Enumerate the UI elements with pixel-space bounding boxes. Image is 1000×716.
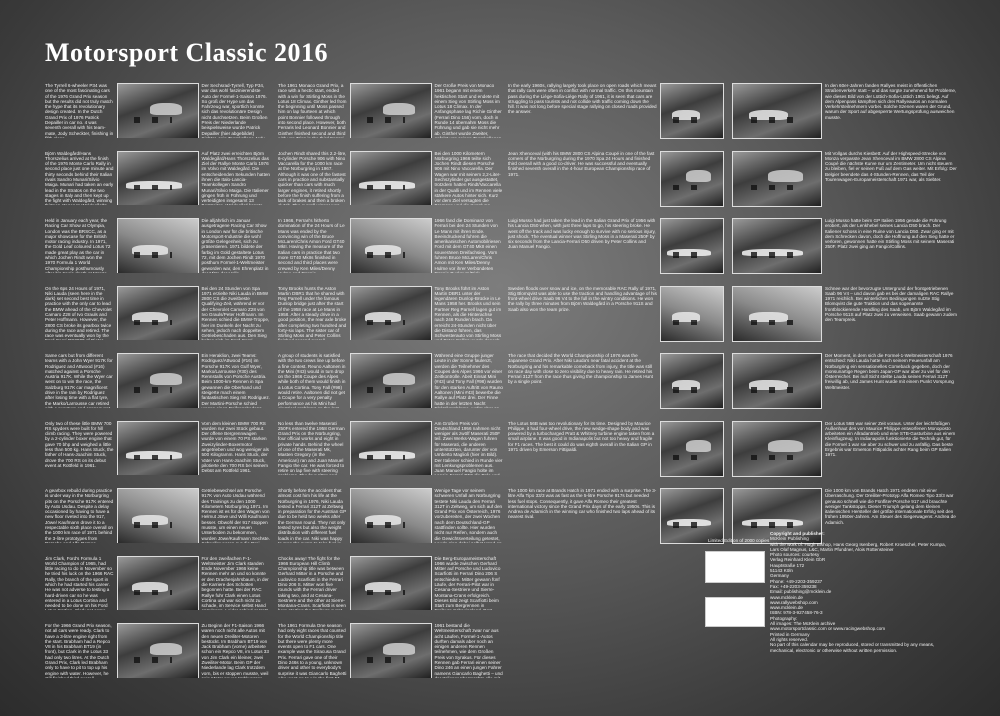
caption-en: Shortly before the accident that almost cost him his life at the Nürburgring in 1976, Niki Lauda tested a Ferrari 312T at Zeltweg in preparation for the Austrian GP due to be held two weeks after the German round. They not only tested tyres but also the weight distribution with different fuel loads in the car. Niki was happy [278, 488, 347, 541]
caption-de: 1966 fand die Dominanz von Ferrari bei den 24 Stunden von Le Mans mit ihren Ende. Beeindruckend fuhren die amerikanischen Automobilriesen Ford mit dem GT40 MkII einen souveränen Dreifachsieg. Vorn fuhren Bruce McLaren/Chris Amon mit Ken Miles/Denny Hulme vor ihrer Verbündeten [434, 218, 501, 271]
entry [45, 353, 270, 408]
entry [508, 488, 724, 543]
publisher-line: with the work of: Hugh Bishop, Hans Georg Isenberg, Robert Kroeschel, Peter Kumpa, [770, 541, 946, 547]
photo [660, 286, 724, 342]
entry-text [278, 421, 503, 476]
column-4 [732, 83, 957, 556]
photo [732, 218, 822, 274]
caption-en: The Lotus 56B was too revolutionary for its time. Designed by Maurice Philippe, it had four-wheel drive, the new wedge-shape body and was powered by a turbocharged Pratt & Whitney turbine engine taken from a small airplane. It was good in Indianapolis but not too heavy and fragile for F1 races. The best it could do was eighth overall in the Italian GP in 1971 driven by Emerson Fittipaldi. [508, 420, 655, 452]
caption-de: Der Lotus 56B war seiner Zeit voraus. Unter der leichtfüßigen Außenhaut des von Maurice Philippe entworfenen Monoposto arbeiteten ein Allradantrieb und eine STB-Gasturbine aus einem Kleinflugzeug. In Indianapolis funktionierte die Technik gut, für die Formel 1 war sie aber zu schwer und zu anfällig. Das beste Ergebnis war Emerson Fittipaldis achter Rang beim GP Italien 1971. [825, 420, 956, 458]
entry [278, 623, 503, 678]
entry [45, 488, 270, 543]
caption-en: Jim Clark, Ford's Formula 1 World Champion of 1965, had little racing to do in November so he tried his luck on the 1966 RAC Rally, the branch of the sport in which he had started his career. He was not adverse to testing a hard-driven car so he was entered in a Lotus Cortina and needed to be done on his Ford [45, 555, 114, 609]
entry-text [825, 286, 957, 341]
publisher-line: ISBN: 978-3-927458-76-3 [770, 610, 823, 616]
page-title: Motorsport Classic 2016 [45, 38, 329, 67]
entry-text [278, 353, 503, 408]
caption-en: The race that decided the World Championship of 1976 was the Japanese Grand Prix. After Niki Lauda's near fatal accident at the Nürburgring and his remarkable comeback from injury, the title was still on race day with close to zero visibility due to heavy rain. He retired his Ferrari 312T from the race thus giving the championship to James Hunt by a single point. [508, 353, 653, 385]
entry-text [508, 218, 657, 273]
publisher-line: Verlag Reinhard Klein GbR [770, 557, 826, 563]
caption-en: Björn Waldegård/Hans Thorszelius arrived at the finish of the 1976 Monte Carlo Rally in second place just one minute and thirty seconds behind their Italian rivals Sandro Munari/Silvio Maiga. Munari had taken an early lead in the Stratos on the two stages in Italy and then kept up the fight with Waldegård, winning [45, 150, 114, 204]
caption-de: Bei den 1000 Kilometern Nürburgring 1966 teilte sich Jochen Rindt diesen Porsche 906 mit Nino Vaccarella. Der Wagen war mit seinem 2,2-Liter-Sechszylinder gut ausgestattet, trotzdem hatten Rindt/Vaccarella in der Qualli und im Rennen viele stärkere Autos hinter sich. Kurz vor dem Ziel versagten die [434, 150, 503, 204]
entry-text [825, 151, 957, 206]
entry [45, 623, 270, 678]
publisher-line: Germany [770, 573, 789, 579]
caption-de: Zu Beginn der F1-Saison 1966 waren noch nicht alle Autos mit den neuen Dreiliter-Motoren bestückt. Im Brabham BT19 von Jack Brabham (vorne) arbeitete schon ein Repco V8, im Lotus 33 von Jim Clark ein kleiner, zwei Zweiliter-Motor. Beim GP der Niederlande lag Clark trotzdem vorn, bis er stoppen musste, weil [201, 623, 269, 676]
photo [117, 556, 199, 611]
photo [350, 421, 432, 476]
photo [350, 286, 432, 341]
entry [278, 218, 503, 273]
entry [732, 83, 957, 138]
entry [278, 353, 503, 408]
entry [508, 218, 724, 273]
caption-de: Wenige Tage vor seinem schweren Unfall am Nürburgring testete Niki Lauda den Ferrari 312T in Zeltweg, um sich auf den Grand Prix von Österreich, 1976 vorzubereiten, der zwei Wochen nach dem Deutschland-GP stattfinden sollte. Hier wurden nicht nur Reifen, sondern auch die Gewichtsverteilung getestet, [434, 488, 503, 541]
caption-en: Tony Brooks hunts the Aston Martin DBR1 that he shared with Reg Parnell under the famous Dunlop bridge just after the start of the 1958 race at Le Mans in 1958. After a steady drive in a good position, the rear axle broke after completing two hundred and forty-six laps. The sister car of Stirling Moss and Peter Collins [278, 285, 347, 339]
publisher-line: www.mcklein.de [770, 594, 803, 600]
entry [278, 421, 503, 476]
entry-text [508, 353, 657, 408]
photo [117, 488, 199, 543]
entry-text [45, 556, 270, 611]
caption-en: Held in January each year, the Racing Car Show at Olympia, London was the BRSCC, as a major showcase for the British motor racing industry. In 1971, the Gold Leaf coloured Lotus 72 made great play as the car in which Jochen Rindt won the 1970 Formula 1 World Championship posthumously [45, 218, 111, 271]
photo [660, 421, 724, 477]
entry-text [825, 83, 957, 138]
entry [508, 421, 724, 476]
caption-en: Chocks away! The fight for the 1966 European Hill Climb Championship title was between Gerhard Mitter in a Porsche and Ludovico Scarfiotti in the Ferrari Dino 206 S. Mitter won five rounds with the Ferrari driver taking two, and at Cesana-Sestriere and the other at Sierre-Montana-Crans. Scarfiotti is seen [278, 555, 346, 609]
photo [660, 488, 724, 544]
entry-text [45, 623, 270, 678]
caption-de: Für den zweifachen F-1-Weltmeister Jim Clark standen Ende November 1966 keine Rennen mehr an und so konnte er den Drachenjahrsbaum, in der die Karriere des Schotten begonnen hatte. Bei der RAC Rallye fuhr Clark einen Lotus Cortina und war sich nicht zu schade, im Service selbst Hand [201, 555, 269, 609]
publisher-line: Phone: +49-2203-359237 [770, 578, 823, 584]
entry [732, 421, 957, 476]
caption-en: In the early 1960s, rallying largely took place on open roads which meant that rally cars were often in conflict with normal traffic. On this mountain pass during the Liège-Sofia-Liège Rally of 1961, it is seen that cars are struggling to pass tourists and not collide with traffic coming down the hill. It was not long before special stage rallying on closed roads provided the answer. [508, 83, 657, 115]
caption-en: Luigi Musso had just taken the lead in the Italian Grand Prix of 1956 with his Lancia D50 when, with just three laps to go, his steering broke. He went off the track and was lucky enough to survive with no serious injury, just shock. The eventual winner was Stirling Moss in a Maserati 250F by six seconds from the Lancia-Ferrari D50 driven by Peter Collins and Juan Manuel Fangio. [508, 218, 656, 250]
publisher-heading: Copyright and publisher: [770, 531, 825, 536]
publisher-line: No part of this calendar may be reproduced, stored or transmitted by any means, mechanical, electronic or otherwise without written permission. [770, 642, 935, 653]
entry [732, 286, 957, 341]
caption-en: For the 1966 Grand Prix season, not all cars were ready. Clark to have a 3-litre engine right from the start. Brabham had a Repco V8 in his Brabham BT19 (in front), but Clark in the Lotus 33 had only two litres. At the Dutch Grand Prix, Clark led Brabham only to have to pit to top up his engine with water. However, he [45, 623, 112, 676]
photo [117, 623, 199, 678]
blank-box-2 [705, 597, 765, 627]
photo [732, 151, 822, 207]
photo [117, 83, 199, 138]
caption-de: Tony Brooks führt im Aston Martin DBR1 unter der legendären Dunlop-Brücke in Le Mans 1958 her. Brooks und sein Partner Reg Parnell lagen gut im Rennen, als die Hinterachse nach 246 Runden brach. Da erreicht 24-Stunden nicht über die Distanz führen, das Schwesterauto von Stirling Moss [434, 285, 502, 339]
entry-text [825, 353, 957, 408]
entry [45, 556, 270, 611]
publisher-line: Fax: +49-2203-359238 [770, 583, 817, 589]
column-2 [278, 83, 503, 691]
caption-en: The 1961 Monaco Grand Prix, a race with a hectic start, ended with a win for Stirling Moss in the Lotus 18 Climax. Ginther led from the beginning until Moss passed him on lap fourteen at which point Bonnier followed through into second place. However, both Ferraris led Leonard Bonnier and Ginther finished second and third [278, 83, 347, 136]
entry [45, 151, 270, 206]
caption-en: Same cars but from different teams with a John Wyer 917K for Rodriguez and Attwood (#16) matched against a Porsche Austria 917K. While the Wyer car went on to win the race, the Salzburg 917K car magnificent drive in the rain by Rodriguez after losing time with a flat tyre, the Marko/Larrousse car retired [45, 353, 113, 406]
entry [732, 353, 957, 408]
photo [732, 83, 822, 139]
caption-en: Only two of these little BMW 700 RS spyders were built for hill climb racing. They were powered by a 2-cylinder boxer engine that gave 70 bhp and weighed a little less than 500 kg. Hans Stuck, the father of Hans-Joachim Stuck, drove the 700 RS on its debut event at Rottfeld in 1961. [45, 420, 114, 468]
caption-de: Der Moment, in dem sich die Formel-1-Weltmeisterschaft 1976 entschied: Niki Lauda hatte nach seinem Feuerunfall am Nürburgring ein sensationelles Comeback gegeben, doch der monsunartige Regen beim Japan-GP war aber zu viel für den Österreicher. Bei null Sicht stellte Lauda seinen Ferrari 312T freiwillig ab, und James Hunt wurde mit einem Punkt Vorsprung Weltmeister. [825, 353, 954, 390]
photo [660, 218, 724, 274]
photo [732, 286, 822, 342]
caption-en: The 1000 km race at Brands Hatch in 1971 ended with a surprise. The 3-litre Alfa Tipo 33/3 was as fast as the 5-litre Porsche 917s but needed less fuel stops. Consequently, it gave Alfa Romeo their greatest international victory since the Grand Prix days of the early 1950s. This is Andrea de Adamich in the winning car who finished two laps ahead of its nearest rival. [508, 488, 657, 520]
entry-text [45, 83, 270, 138]
entry-text [278, 556, 503, 611]
entry [45, 218, 270, 273]
photo [660, 151, 724, 207]
photo [732, 421, 822, 477]
photo [350, 218, 432, 273]
photo [732, 353, 822, 409]
entry-text [508, 421, 657, 476]
column-3 [508, 83, 724, 556]
publisher-line: www.mcklein.de [770, 605, 803, 611]
entry-text [45, 151, 270, 206]
entry [278, 83, 503, 138]
entry-text [508, 151, 657, 206]
photo [117, 353, 199, 408]
caption-de: Der Große Preis von Monaco 1961 begann mit einem hektischen Start und endete mit einem Sieg von Stirling Moss im Lotus 18 Climax. In der Anfangsphase lag Richie Ginther (Ferrari Dino 156) vorn, doch in Runde 14 übernahm Moss die Führung und gab sie nicht mehr ab. Ginther wurde Zweiter, [434, 83, 502, 136]
entry-text [508, 488, 657, 543]
entry-text [278, 488, 503, 543]
caption-en: The 1961 Formula One season had only eight races that counted for the World Championship title but there were plenty more events open to F1 cars. One example was the Siracusa Grand Prix. Ferrari gave one of their Dino 246s to a young, unknown driver and other to everybody's surprise it was Giancarlo Baghetti [278, 623, 347, 676]
caption-en: In 1966, Ferrari's hitherto domination of the 24 Hours of Le Mans was ended by the convincing win of the Bruce McLaren/Chris Amon Ford GT40 MkII. Having the measure of the Italian cars in practice that two more GT40 MkIIs finished in second and third places were crewed by Ken Miles/Denny [278, 218, 345, 271]
entry [732, 151, 957, 206]
photo [660, 83, 724, 139]
publisher-line: McKlein Publishing [770, 536, 809, 542]
entry [508, 151, 724, 206]
caption-de: Die alljährlich im Januar ausgetragene Racing Car Show in London war für die britische Motorsport-Industrie die wohl größte Gelegenheit, sich zu präsentieren. 1971 bildete der farbig im Gold gestaltete Lotus 72, mit dem Jochen Rindt 1970 posthum Formel-1-Weltmeister geworden war, den Ehrenplatz in [201, 218, 269, 271]
caption-de: Die 1000 km von Brands Hatch 1971 endeten mit einer Überraschung. Der Dreiliter-Prototyp Alfa Romeo Tipo 33/3 war genauso schnell wie die Fünfliter-Porsche 917 und brauchte weniger Tankstopps. Dieser Triumph gelang dem kleinen italienischen Hersteller der größte internationale Erfolg seit den frühen 1950er-Jahren. Am Steuer des Siegerwagens: Andrea de Adamich. [825, 488, 956, 525]
publisher-line: 51143 Köln [770, 568, 793, 574]
entry [508, 286, 724, 341]
publisher-line: Photo sources: courtesy [770, 552, 820, 558]
limited-edition-text: Limited Edition of 2000 copies [708, 538, 770, 543]
caption-de: Vom dem kleinen BMW 700 RS wurden nur zwei Stück gebaut. Der offene Bergrennwagen wurde von einem 70 PS starken Zweizylinder-Boxermotor angetrieben und wog weniger als 500 Kilogramm. Hans Stuck, der Vater von Hans-Joachim Stuck, pilotierte den 700 RS bei seinem Debüt am Rottfeld 1961. [201, 420, 269, 474]
entry-text [45, 421, 270, 476]
photo [117, 286, 199, 341]
entry [45, 83, 270, 138]
entry-text [278, 218, 503, 273]
caption-en: On the 6ps 24 Hours of 1971, Niki Lauda (seen here in the dark) set second best time in practice with the only car to lead the BMW ahead of the Chevrolet Camaro Z28 of Ivo Grauls and Peter Hoffmann. However, the 2800 CS broke its gearbox twice during the race and retired. The race was eventually won by the [45, 285, 112, 339]
caption-de: Auf Platz zwei erreichten Björn Waldegård/Hans Thorszelius das Ziel der Rallye Monte Carlo 1976 im Volvo mit Waldegård. Die entscheidenden Sekunden hatten ihnen die Italo-Lancia-Teamkollegen Sandro Munari/Silvio Maiga. Die Italiener gingen früh in Führung und verteidigten insgesamt 13 [201, 150, 270, 204]
publisher-line: Photography: [770, 615, 798, 621]
entry-text [825, 218, 957, 273]
caption-en: The Tyrrell 6-wheeler P34 was one of the most fascinating cars of the 1976 Grand Prix season but the results did not truly match the hype that its revolutionary design created. In the Dutch Grand Prix of 1976 Patrick Depailler in car no. 4 was seventh overall with his team-mate, Jody Scheckter, finishing in [45, 83, 114, 136]
entry-text [508, 286, 657, 341]
publisher-block [770, 531, 958, 653]
publisher-line: All images: The McKlein archive [770, 621, 836, 627]
caption-de: Bei den 24 Stunden von Spa 1971 erzielte Niki Lauda in BMW 2800 CS die zweitbeste Qualifying-Zeit, während er vor der Chevrolet Camaro Z28 von Ivo Grauls/Peter Hoffmann. Im Rennen schied die BMW-Troppe, hier im Dunkeln der Nacht zu sehen, jedoch nach doppeltem Getriebeschaden aus. Den Sieg [201, 285, 270, 339]
caption-de: Ein Heraklion, zwei Teams: Rodriguez/Attwood (#16) im Porsche 917K von Gulf Wyer, Marko/Larrousse (#30) des Rennstalls von Porsche Austria. Beim 1000-km-Rennen in Spa gewannen die Oberhand und steigerte mach einem fantastischen Sieg mit Rodriguez. Der Martini-Porsche schied [201, 353, 270, 406]
entry-text [278, 623, 503, 678]
photo [660, 353, 724, 409]
publisher-line: Lars Olaf Magnus, L&C, Martin Pfundner, Alois Rottensteiner [770, 546, 894, 552]
caption-de: Der Sechsrad-Tyrrell, Typ P34, war das wohl faszinierendste Auto der Formel-1-Saison 1976. So groß der Hype um das Fahrzeug war, sportlich konnte sich das revolutionäre Design nicht durchsetzen. Beim Großen Preis der Niederlande beispielsweise wurde Patrick Depailler (hier abgebildet) [201, 83, 268, 136]
column-1 [45, 83, 270, 691]
photo [350, 151, 432, 206]
entry [278, 556, 503, 611]
entry-text [278, 83, 503, 138]
caption-de: Während eine Gruppe junger Leute in der Sonne faulenzt, werden die Teilnehmer des Coupes des Alpes 1966 vor einer Zeitkontrolle. Abeit Einsat Mini (#43) und Tony Fall (#98) wurden für den starken Auftritt von Rauno Aaltonen (Mini #43) bewerbe die Rallye auf Platz drei. Der Finne hatte in der letzten Nacht [434, 353, 503, 406]
entry [278, 286, 503, 341]
caption-de: 1961 bestand die Weltmeisterschaft zwar nur aus acht Läufen, Formel-1-Autos durften damals aber noch an einigen anderen Rennen teilnehmen, wie dem Großen Preis von Syrakus. Für dieses Rennen gab Ferrari einen seiner Dino 246 an einen jungen Fahrer namens Giancarlo Baghetti – und [434, 623, 503, 676]
caption-de: Schnee war der bevorzugte Untergrund der frontgetriebenen Saab 96 V4 – und davon gab es bei der damaligen RAC Rallye 1971 reichlich. Bei winterlichen Bedingungen nutzte Stig Blomqvist die gute Traktion und das sogenannte frontblockierende Handling des Saab, um Björn Waldegård im Porsche 911S auf Platz zwei zu verweisen. Saab gewann zudem den Teampreis. [825, 285, 957, 323]
entry [45, 286, 270, 341]
photo [350, 623, 432, 678]
photo [117, 151, 199, 206]
caption-en: Jochen Rindt shared this 2.2-litre, 6-cylinder Porsche 906 with Nino Vaccarella for the 1000 km race at the Nürburgring in 1967. Although it was one of the fastest cars in practice and substantially quicker than cars with much larger engines, it retired shortly before the finish suffering from a lack of brakes and then a broken [278, 150, 347, 204]
entry [508, 353, 724, 408]
entry [45, 421, 270, 476]
entry-text [825, 421, 957, 476]
photo [350, 83, 432, 138]
entry-text [278, 286, 503, 341]
caption-de: Die Berg-Europameisterschaft 1966 wurde zwischen Gerhard Mitter auf Porsche und Ludovico Scarfiotti im Ferrari Dino 206 S entschieden. Mitter gewann fünf Läufe, der Ferrari-Pilot war in Cesana-Sestriere und Sierre-Montana-Crans erfolgreich. Dieses Bild zeigt Scarfiotti beim Start zum Bergrennen in [434, 555, 501, 609]
entry-text [278, 151, 503, 206]
entry-text [508, 83, 657, 138]
entry [732, 218, 957, 273]
blank-box-1 [705, 551, 765, 583]
caption-en: Sweden floods over snow and ice, on the memorable RAC Rally of 1971, Stig Blomqvist was able to use the traction and handling advantage of his front-wheel drive Saab 96 V4 to the full in the wintry conditions. He won the rally by three minutes from Björn Waldegård in a Porsche 911S and Saab also won the team prize. [508, 285, 657, 312]
caption-en: No less than twelve Maserati 250Fs entered the 1958 German Grand Prix on the Nürburgring, four official works and eight in private hands. Behind the wheel of one of the Maserati Mk, Masten Gregory (in the American) ran and Juan Manuel Fangio the car. He was forced to retire on lap five with steering [278, 420, 345, 474]
entry [278, 151, 503, 206]
caption-en: A gearbox rebuild during practice is under way in the Nürburgring pits on the Porsche 917K entered by Auto Usdau. Despite a delay occasioned by having to have a new floor riveted into the 917, Jöwe/ Kaufmann drove it to a respectable sixth place overall on the 1000 km race of 1971 behind the 3-litre prototypes from [45, 488, 114, 541]
caption-en: Jean Xhenceval (with his BMW 2800 CS Alpina Coupé in one of the fast corners of the Nürburgring during the 1970 Spa 24 Hours and finished third overall with a good co-driver. He was successful and eventually finished seventh overall in the 4-hour European Championship race of 1971. [508, 150, 655, 177]
publisher-line: Printed in Germany [770, 631, 810, 637]
photo [350, 353, 432, 408]
publisher-line: www.motorsportclassic.com or www.racingwebshop.com [770, 626, 886, 632]
caption-de: Am Großen Preis von Deutschland 1956 nahmen nicht weniger als zwölf Maserati 250F teil. Zwei Werks-Wagen fuhren für Maserati, die anderen unterstützten, darunter der von Umberto Maglioli (hier im Bild). Der Italiener schied in Runde vier mit Lenkungsproblemen aus. Juan Manuel Fangio holte im [434, 420, 503, 474]
publisher-line: Hauptstraße 172 [770, 562, 805, 568]
entry-text [45, 353, 270, 408]
publisher-line: www.rallywebshop.com [770, 599, 818, 605]
entry [508, 83, 724, 138]
entry [278, 488, 503, 543]
photo [117, 421, 199, 476]
entry-text [45, 286, 270, 341]
caption-de: Luigi Musso hatte beim GP Italien 1956 gerade die Führung erobert, als der Lenkhebel seines Lancia D50 brach. Der Italiener schoss in eine Ruine von Lancia D50. Zwar ging er mit dem Schrecken davon, doch die Hoffnung auf den Sieg hatte er verloren, gewonnen hatte ein Stirling Moss mit seinem Maserati 250F. Platz zwei ging an Fangio/Collins. [825, 218, 955, 250]
publisher-line: All rights reserved. [770, 636, 809, 642]
caption-de: In den 60er-Jahren fanden Rallyes meist in öffentlichen Straßenverkehr statt – und das sorgte zunehmend für Probleme, wie dieses Bild von der Lüttich-Sofia-Lüttich 1961 belegt. Auf dem Alpenpass kämpften sich drei Rallyeautos an normalen Verkehrsteilnehmern vorbei. Solche Szenen waren der Grund, warum der Sport auf abgesperrte Wertungsprüfung ausweichen musste. [825, 83, 957, 120]
photo [350, 488, 432, 543]
publisher-line: Email: publishing@mcklein.de [770, 589, 832, 595]
photo [350, 556, 432, 611]
entry-text [45, 488, 270, 543]
caption-en: A group of students is satisfied with the two crews line up before a fine contest. Reuno Aaltonen in the Mini (#43) would in turn drop on the 1966 Coupe des Alpes while both of them would finish in a Lotus Cortina. Tony Fall (#98) would retire. Aaltonen did not get a Coupe for a very penalty performance as his Mini had [278, 353, 346, 406]
caption-de: Getriebewechsel am Porsche 917K von Auto Usdau während des Trainings zu den 1000 Kilometern Nürburgring 1971. Im Rennen ist es für den Wagen von Helmut Jöwe und Willi Kaufmann besser. Obwohl der 917 stoppen musste, um einen neuen Unterboden zu bekommen, wurden Jöwe/Kaufmann Sechste. [201, 488, 270, 541]
photo [117, 218, 199, 273]
entry-text [45, 218, 270, 273]
caption-de: Mit Vollgas durchs Kiesbett: Auf der Highspeed-Strecke von Monza verpasste Jean Xhenceval im BMW 2800 CS Alpina Coupé die nächste Kurve nur um Zentimeter. Um nicht steuern zu bleiben, fiel er seinen Fuß auf dem Gas weiter. Mit Erfolg: Der Belgier beendete das 4-Stunden-Rennen, das Teil der Tourenwagen-Europameisterschaft 1971 war, als Siebter. [825, 150, 957, 182]
